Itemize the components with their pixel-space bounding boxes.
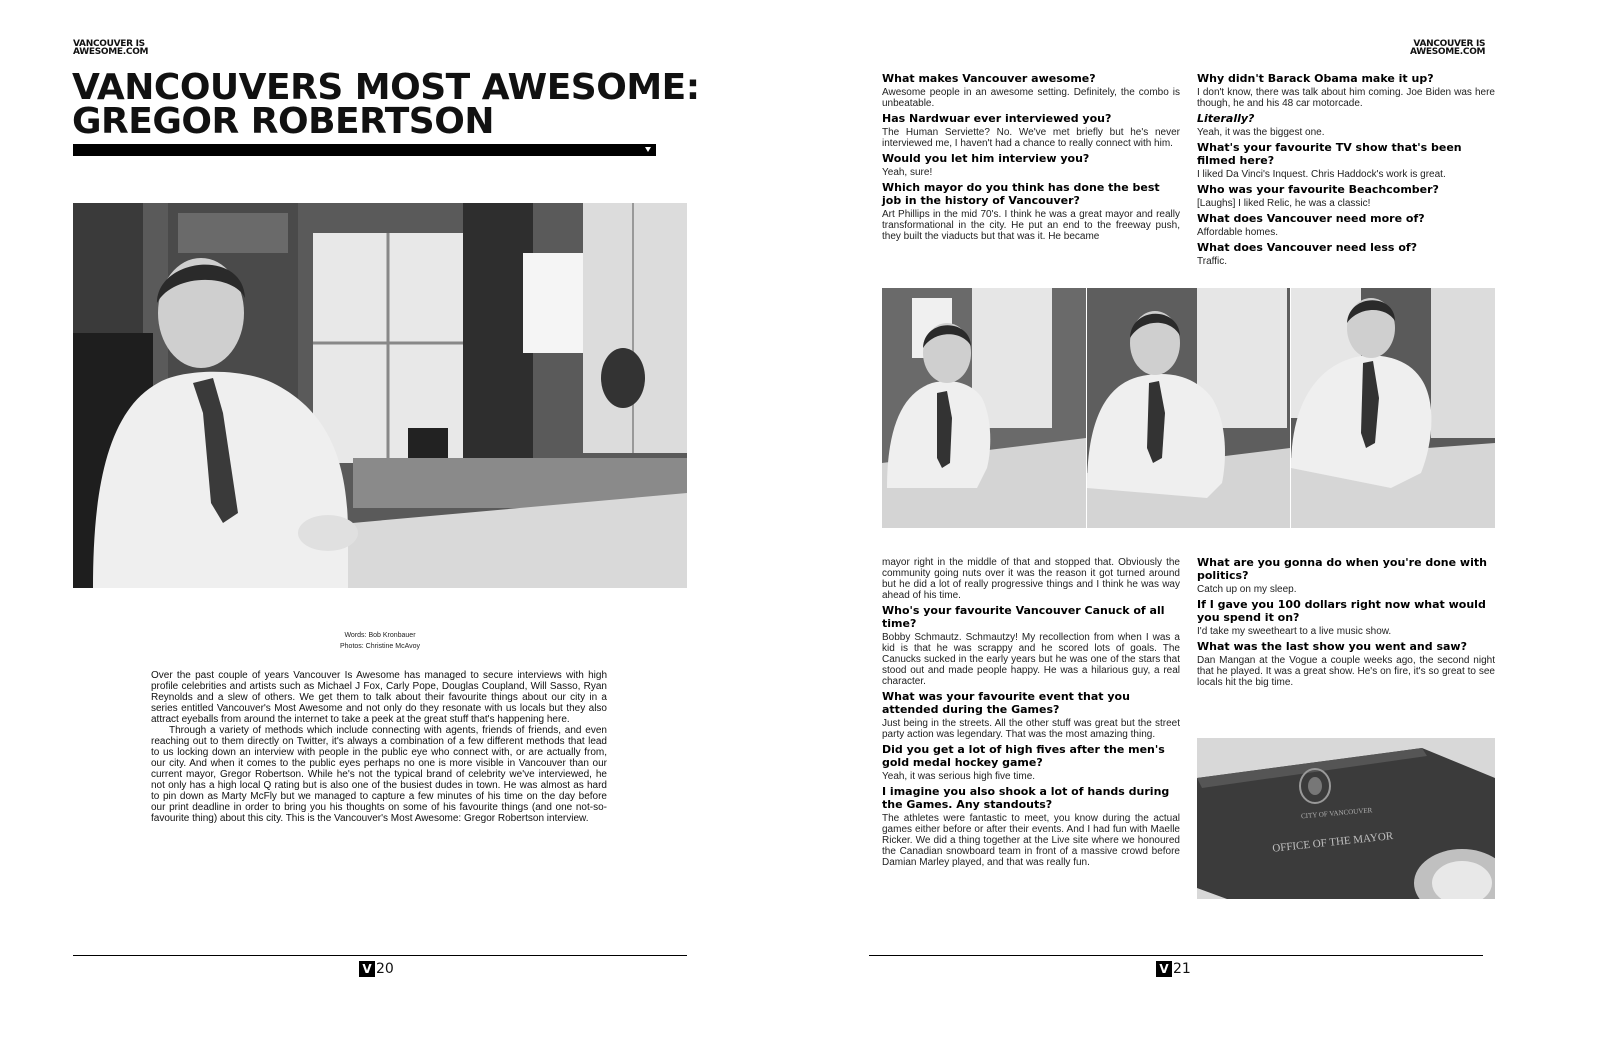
headline-bar [73,144,656,156]
qa-item [1197,72,1495,109]
answer: Just being in the streets. All the other stuff was great but the street party action was legendary. That was the most amazing thing. [882,718,1180,740]
strip-photo-1 [882,288,1086,528]
answer: Catch up on my sleep. [1197,584,1297,595]
answer: I'd take my sweetheart to a live music show. [1197,626,1392,637]
plaque-photo [1197,738,1495,899]
question: What does Vancouver need less of? [1197,241,1418,254]
main-photo [73,203,687,588]
answer: Affordable homes. [1197,227,1278,238]
question: Has Nardwuar ever interviewed you? [882,112,1112,125]
qa-item [882,743,1180,782]
qa-item [882,690,1180,740]
qa-item [882,604,1180,687]
qa-item [1197,640,1495,688]
masthead-right [1410,40,1485,56]
answer: Yeah, it was the biggest one. [1197,127,1325,138]
qa-item [1197,598,1495,637]
intro-paragraph-2: Through a variety of methods which include connecting with agents, friends of friends, and even reaching out to them directly on Twitter, it's always a combination of a few different methods that lead to us locking down an interview with people in the public eye who connect with, or are actually from, our city. And when it comes to the public eyes perhaps no one is more visible in Vancouver than our current mayor, Gregor Robertson. While he's not the typical brand of celebrity we've interviewed, he not only has a high local Q rating but is also one of the busiest dudes in town. He was almost as hard to pin down as Marty McFly but we managed to capture a few minutes of his time on the day before our print deadline in order to bring you his thoughts on some of his favourite things (and one not-so-favourite thing) about this city. This is the Vancouver's Most Awesome: Gregor Robertson interview. [151,725,607,824]
qa-item [882,785,1180,868]
question: I imagine you also shook a lot of hands during the Games. Any standouts? [882,785,1170,811]
answer: Yeah, sure! [882,167,933,178]
credit-words: Words: Bob Kronbauer [344,632,416,639]
answer: Art Phillips in the mid 70's. I think he was a great mayor and really transformational in the city. He put an end to the freeway push, they built the viaducts but that was it. He became [882,209,1180,242]
answer: Awesome people in an awesome setting. Definitely, the combo is unbeatable. [882,87,1180,109]
question: What makes Vancouver awesome? [882,72,1096,85]
question: What was your favourite event that you attended during the Games? [882,690,1130,716]
question: If I gave you 100 dollars right now what would you spend it on? [1197,598,1486,624]
qa-item [1197,212,1495,238]
answer: Yeah, it was serious high five time. [882,771,1036,782]
page-number-right: 21 [1173,961,1191,977]
column-2-top [1197,72,1495,270]
intro-text [151,670,607,824]
masthead-line: VANCOUVER IS [73,39,145,49]
question: Did you get a lot of high fives after the men's gold medal hockey game? [882,743,1165,769]
headline [72,67,712,142]
answer: I don't know, there was talk about him coming. Joe Biden was here though, he and his 48 car motorcade. [1197,87,1495,109]
masthead-line: AWESOME.COM [73,47,149,57]
answer: The athletes were fantastic to meet, you know during the actual games either before or after their events. And I had fun with Maelle Ricker. We did a thing together at the Live site where we honoured the Canadian snowboard team in front of a massive crowd before Damian Marley played, and that was really fun. [882,813,1180,868]
masthead-left [73,40,148,56]
folio-right [1156,961,1191,977]
footer-rule-left [73,955,687,956]
answer: [Laughs] I liked Relic, he was a classic! [1197,198,1371,209]
question: What does Vancouver need more of? [1197,212,1425,225]
column-1-top [882,72,1180,245]
question: Why didn't Barack Obama make it up? [1197,72,1434,85]
plaque-line-1: CITY OF VANCOUVER [1300,806,1373,821]
answer: Traffic. [1197,256,1228,267]
question: Would you let him interview you? [882,152,1090,165]
question: Who was your favourite Beachcomber? [1197,183,1439,196]
question: What's your favourite TV show that's been filmed here? [1197,141,1462,167]
question: Which mayor do you think has done the best job in the history of Vancouver? [882,181,1160,207]
qa-item [1197,241,1495,267]
qa-item [882,152,1180,178]
answer-continued: mayor right in the middle of that and stopped that. Obviously the community going nuts over it was the reason it got turned around but he did a lot of really progressive things and I think he was way ahead of his time. [882,557,1180,601]
qa-item [1197,183,1495,209]
v-logo-icon: V [1156,961,1172,977]
answer: The Human Serviette? No. We've met briefly but he's never interviewed me, I haven't had a chance to really connect with him. [882,127,1180,149]
question: What was the last show you went and saw? [1197,640,1467,653]
answer: I liked Da Vinci's Inquest. Chris Haddock's work is great. [1197,169,1446,180]
headline-line-1: VANCOUVERS MOST AWESOME: [72,67,700,108]
masthead-line: AWESOME.COM [1410,47,1486,57]
column-1-bottom [882,557,1180,871]
page-number-left: 20 [376,961,394,977]
column-2-bottom [1197,556,1495,691]
headline-line-2: GREGOR ROBERTSON [72,101,494,142]
credit-photos: Photos: Christine McAvoy [339,643,420,650]
plaque-line-2: OFFICE OF THE MAYOR [1271,830,1394,855]
qa-item [882,112,1180,149]
qa-item [882,72,1180,109]
strip-photo-2 [1087,288,1290,528]
answer: Bobby Schmautz. Schmautzy! My recollection from when I was a kid is that he was scrappy and he scored lots of goals. The Canucks sucked in the early years but he was one of the stars that stood out and made people happy. He was a hilarious guy, a real character. [882,632,1180,687]
strip-photo-3 [1291,288,1495,528]
qa-item [882,181,1180,242]
folio-left [359,961,394,977]
qa-item [1197,141,1495,180]
footer-rule-right [869,955,1483,956]
masthead-line: VANCOUVER IS [1413,39,1486,49]
intro-paragraph-1: Over the past couple of years Vancouver Is Awesome has managed to secure interviews with high profile celebrities and artists such as Michael J Fox, Carly Pope, Douglas Coupland, Will Sasso, Ryan Reynolds and a slew of others. We get them to talk about their favourite things about our city in a series entitled Vancouver's Most Awesome and not only do they resonate with us locals but they also attract eyeballs from around the internet to take a peek at the great stuff that's happening here. [151,670,607,725]
question: Literally? [1197,112,1255,125]
photo-credits [73,630,687,652]
qa-item [1197,556,1495,595]
question: Who's your favourite Vancouver Canuck of all time? [882,604,1165,630]
v-logo-icon: V [359,961,375,977]
answer: Dan Mangan at the Vogue a couple weeks ago, the second night that he played. It was a great show. He's on fire, it's so great to see locals hit the big time. [1197,655,1495,688]
question: What are you gonna do when you're done with politics? [1197,556,1487,582]
triangle-icon [645,147,651,152]
qa-item [1197,112,1495,138]
